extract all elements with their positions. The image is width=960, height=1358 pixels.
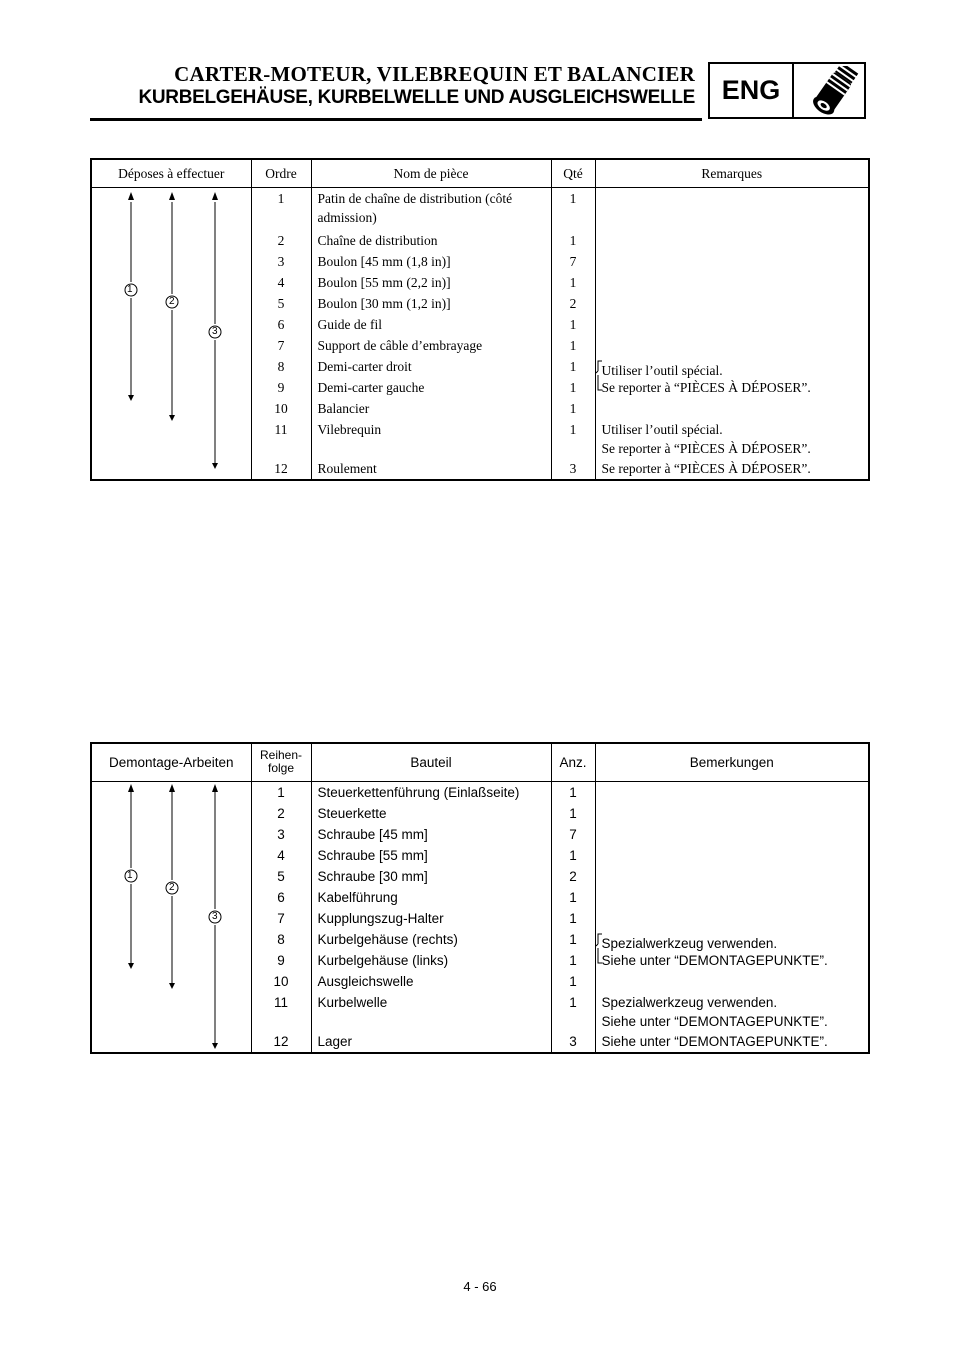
part-cell: Chaîne de distribution xyxy=(317,232,438,248)
part-cell: Balancier xyxy=(317,400,370,416)
step-label-1: 1 xyxy=(127,283,133,295)
qty-cell: 1 xyxy=(569,847,577,863)
qty-cell: 3 xyxy=(569,1033,577,1049)
remarks-bracket xyxy=(596,933,604,987)
part-cell: Roulement xyxy=(317,460,377,476)
header-part: Bauteil xyxy=(311,743,551,781)
header-qty: Qté xyxy=(551,159,595,187)
part-cell: Schraube [30 mm] xyxy=(317,868,428,884)
part-cell: Kurbelgehäuse (links) xyxy=(317,952,449,968)
part-cell: Kurbelgehäuse (rechts) xyxy=(317,931,458,947)
qty-cell: 1 xyxy=(569,379,577,395)
order-cell: 9 xyxy=(277,379,285,395)
remarks-cell: Siehe unter “DEMONTAGEPUNKTE”. xyxy=(601,1033,828,1049)
header-order: Ordre xyxy=(251,159,311,187)
part-cell: Boulon [30 mm (1,2 in)] xyxy=(317,295,451,311)
qty-cell: 1 xyxy=(569,274,577,290)
header-removal: Déposes à effectuer xyxy=(91,159,251,187)
removal-step-arrows xyxy=(91,187,251,480)
remarks-cell: Se reporter à “PIÈCES À DÉPOSER”. xyxy=(601,379,811,395)
order-cell: 8 xyxy=(277,358,285,374)
remarks-column xyxy=(595,187,869,480)
part-cell: Kurbelwelle xyxy=(317,994,388,1010)
qty-cell: 1 xyxy=(569,931,577,947)
qty-cell: 7 xyxy=(569,826,577,842)
order-cell: 1 xyxy=(277,190,285,206)
header-part: Nom de pièce xyxy=(311,159,551,187)
title-german: KURBELGEHÄUSE, KURBELWELLE UND AUSGLEICHSWELLE xyxy=(138,87,695,108)
removal-table-german xyxy=(90,742,870,1054)
order-cell: 6 xyxy=(277,316,285,332)
qty-cell: 1 xyxy=(569,232,577,248)
order-cell: 1 xyxy=(277,784,285,800)
order-cell: 2 xyxy=(277,232,285,248)
section-badge-label: ENG xyxy=(710,64,794,117)
order-cell: 5 xyxy=(277,295,285,311)
qty-cell: 1 xyxy=(569,358,577,374)
part-cell: Patin de chaîne de distribution (côté admission) xyxy=(317,190,513,225)
part-cell: Boulon [55 mm (2,2 in)] xyxy=(317,274,451,290)
qty-cell: 1 xyxy=(569,889,577,905)
order-cell: 7 xyxy=(277,337,285,353)
part-column xyxy=(311,781,551,1053)
part-cell: Demi-carter gauche xyxy=(317,379,425,395)
title-french: CARTER-MOTEUR, VILEBREQUIN ET BALANCIER xyxy=(174,62,695,86)
order-cell: 4 xyxy=(277,274,285,290)
qty-cell: 7 xyxy=(569,253,577,269)
qty-cell: 1 xyxy=(569,421,577,437)
order-cell: 6 xyxy=(277,889,285,905)
part-cell: Kupplungszug-Halter xyxy=(317,910,444,926)
qty-cell: 2 xyxy=(569,295,577,311)
part-cell: Vilebrequin xyxy=(317,421,382,437)
header-remarks: Remarques xyxy=(595,159,869,187)
step-label-1: 1 xyxy=(127,869,133,881)
qty-cell: 1 xyxy=(569,973,577,989)
qty-column xyxy=(551,781,595,1053)
order-cell: 4 xyxy=(277,847,285,863)
section-badge xyxy=(708,62,866,119)
engine-piston-icon xyxy=(796,66,862,116)
order-cell: 3 xyxy=(277,253,285,269)
order-cell: 10 xyxy=(274,400,288,416)
qty-cell: 3 xyxy=(569,460,577,476)
header-qty: Anz. xyxy=(551,743,595,781)
order-cell: 3 xyxy=(277,826,285,842)
qty-column xyxy=(551,187,595,480)
order-cell: 7 xyxy=(277,910,285,926)
order-cell: 11 xyxy=(274,421,288,437)
step-arrows-diagram xyxy=(92,188,252,473)
removal-step-arrows xyxy=(91,781,251,1053)
step-label-3: 3 xyxy=(212,325,218,337)
qty-cell: 2 xyxy=(569,868,577,884)
part-cell: Guide de fil xyxy=(317,316,382,332)
step-label-2: 2 xyxy=(169,881,175,893)
header-order-line2: folge xyxy=(267,761,295,776)
order-cell: 8 xyxy=(277,931,285,947)
remarks-column xyxy=(595,781,869,1053)
qty-cell: 1 xyxy=(569,805,577,821)
part-cell: Schraube [55 mm] xyxy=(317,847,428,863)
remarks-cell: Se reporter à “PIÈCES À DÉPOSER”. xyxy=(601,440,811,456)
part-cell: Schraube [45 mm] xyxy=(317,826,428,842)
qty-cell: 1 xyxy=(569,784,577,800)
part-cell: Support de câble d’embrayage xyxy=(317,337,483,353)
qty-cell: 1 xyxy=(569,190,577,206)
remarks-cell: Siehe unter “DEMONTAGEPUNKTE”. xyxy=(601,952,828,968)
title-underline xyxy=(90,118,702,121)
qty-cell: 1 xyxy=(569,910,577,926)
qty-cell: 1 xyxy=(569,316,577,332)
remarks-bracket xyxy=(596,360,604,414)
remarks-cell: Spezialwerkzeug verwenden. xyxy=(601,935,778,951)
remarks-cell: Utiliser l’outil spécial. xyxy=(601,421,723,437)
part-cell: Demi-carter droit xyxy=(317,358,412,374)
removal-table-french xyxy=(90,158,870,481)
qty-cell: 1 xyxy=(569,952,577,968)
part-cell: Lager xyxy=(317,1033,353,1049)
qty-cell: 1 xyxy=(569,337,577,353)
order-cell: 10 xyxy=(273,973,289,989)
remarks-cell: Se reporter à “PIÈCES À DÉPOSER”. xyxy=(601,460,811,476)
step-arrows-diagram xyxy=(92,782,252,1054)
part-cell: Steuerkette xyxy=(317,805,387,821)
part-cell: Kabelführung xyxy=(317,889,398,905)
header-removal: Demontage-Arbeiten xyxy=(91,743,251,781)
remarks-cell: Spezialwerkzeug verwenden. xyxy=(601,994,778,1010)
order-column xyxy=(251,781,311,1053)
qty-cell: 1 xyxy=(569,400,577,416)
page-number: 4 - 66 xyxy=(463,1279,497,1294)
order-cell: 5 xyxy=(277,868,285,884)
step-label-2: 2 xyxy=(169,295,175,307)
step-label-3: 3 xyxy=(212,910,218,922)
order-cell: 12 xyxy=(274,460,288,476)
header-order-line1: Reihen- xyxy=(259,748,303,763)
order-cell: 12 xyxy=(273,1033,289,1049)
order-cell: 9 xyxy=(277,952,285,968)
part-column xyxy=(311,187,551,480)
order-cell: 11 xyxy=(273,994,288,1010)
header-order xyxy=(251,743,311,781)
order-cell: 2 xyxy=(277,805,285,821)
remarks-cell: Siehe unter “DEMONTAGEPUNKTE”. xyxy=(601,1013,828,1029)
qty-cell: 1 xyxy=(569,994,577,1010)
part-cell: Steuerkettenführung (Einlaßseite) xyxy=(317,784,520,800)
order-column xyxy=(251,187,311,480)
remarks-cell: Utiliser l’outil spécial. xyxy=(601,362,723,378)
part-cell: Boulon [45 mm (1,8 in)] xyxy=(317,253,451,269)
part-cell: Ausgleichswelle xyxy=(317,973,414,989)
header-remarks: Bemerkungen xyxy=(595,743,869,781)
